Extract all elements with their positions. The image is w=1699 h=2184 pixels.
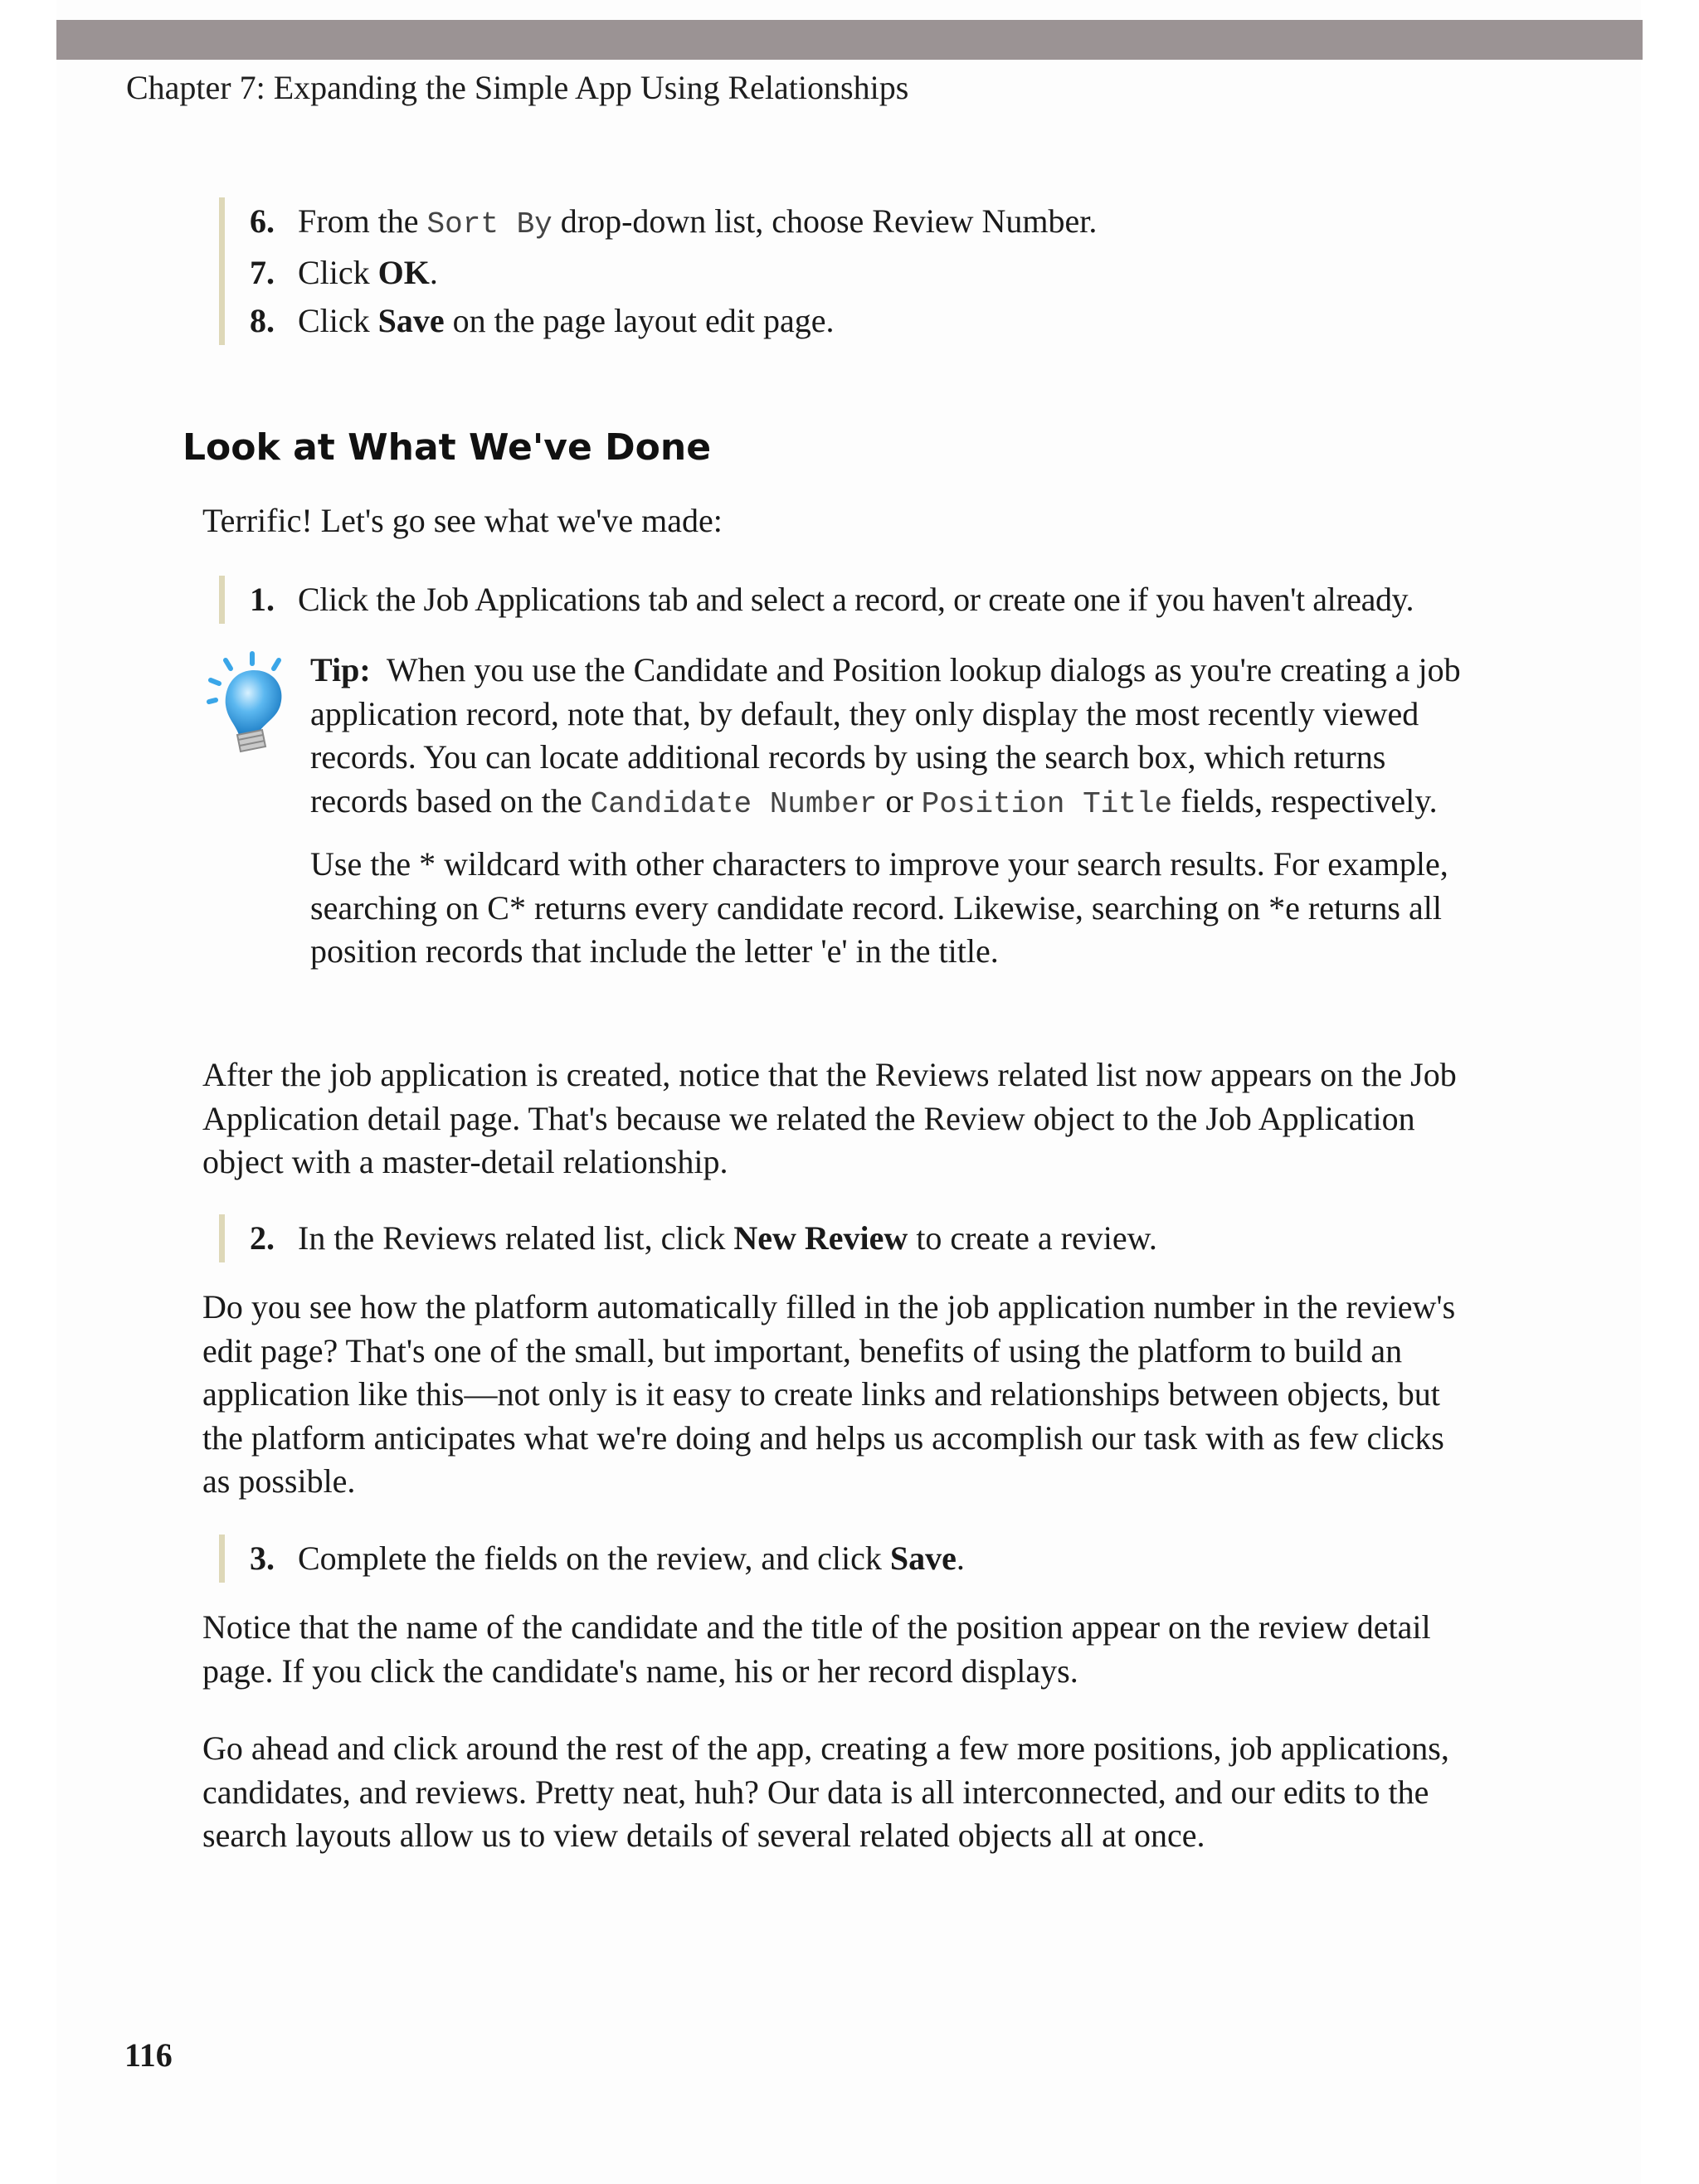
step-3: 3. Complete the fields on the review, and click Save. [250, 1535, 965, 1583]
paragraph-after-step-3: Notice that the name of the candidate and the title of the position appear on the review detail page. If you click the candidate's name, his or her record displays. [202, 1608, 1431, 1690]
code-sort-by: Sort By [426, 207, 553, 241]
paragraph-after-step-2: Do you see how the platform automatically filled in the job application number in the review's edit page? That's one of the small, but important, benefits of using the platform to build an application like this—not only is it easy to create links and relationships between objects, but the platform anticipates what we're doing and helps us accomplish our task with as few clicks as possible. [202, 1288, 1456, 1500]
step-number: 8. [250, 302, 275, 339]
tip-label: Tip: [310, 651, 371, 688]
step-8: 8. Click Save on the page layout edit page. [250, 297, 1097, 345]
step-1: 1. Click the Job Applications tab and select a record, or create one if you haven't already. [250, 576, 1414, 624]
steps-top [219, 197, 1097, 345]
step-number: 2. [250, 1219, 275, 1257]
header-bar [56, 20, 1643, 60]
step-number: 1. [250, 581, 275, 618]
paragraph-after-step-1: After the job application is created, notice that the Reviews related list now appears on the Job Application detail page. That's because we related the Review object to the Job Application object with a master-detail relationship. [202, 1056, 1457, 1180]
paragraph-final: Go ahead and click around the rest of the app, creating a few more positions, job applications, candidates, and reviews. Pretty neat, huh? Our data is all interconnected, and our edits to the search layouts allow us to view details of several related objects all at once. [202, 1729, 1449, 1854]
section-heading: Look at What We've Done [183, 426, 712, 469]
step-number: 7. [250, 254, 275, 291]
step-7: 7. Click OK. [250, 249, 1097, 297]
code-candidate-number: Candidate Number [590, 786, 878, 821]
page-number: 116 [124, 2036, 173, 2074]
page-left-margin [0, 0, 56, 2184]
tip-paragraph-2: Use the * wildcard with other characters to improve your search results. For example, searching on C* returns every candidate record. Likewise, searching on *e returns all position records that include the letter 'e' in the title. [310, 845, 1448, 970]
step-3-block [219, 1535, 965, 1583]
step-number: 3. [250, 1540, 275, 1577]
lightbulb-icon [202, 649, 294, 758]
step-2: 2. In the Reviews related list, click New Review to create a review. [250, 1214, 1157, 1262]
page-right-margin [1641, 0, 1699, 2184]
step-6: 6. From the Sort By drop-down list, choose Review Number. [250, 197, 1097, 249]
tip-paragraph-1: Tip: When you use the Candidate and Position lookup dialogs as you're creating a job application record, note that, by default, they only display the most recently viewed records. You can locate additional records by using the search box, which returns records based on the Candidate Number or Position Title fields, respectively. [310, 651, 1461, 821]
chapter-title: Chapter 7: Expanding the Simple App Using Relationships [126, 69, 909, 106]
code-position-title: Position Title [921, 786, 1173, 821]
section-intro: Terrific! Let's go see what we've made: [202, 502, 723, 539]
step-2-block [219, 1214, 1157, 1262]
step-number: 6. [250, 202, 275, 240]
step-1-block [219, 576, 1414, 624]
